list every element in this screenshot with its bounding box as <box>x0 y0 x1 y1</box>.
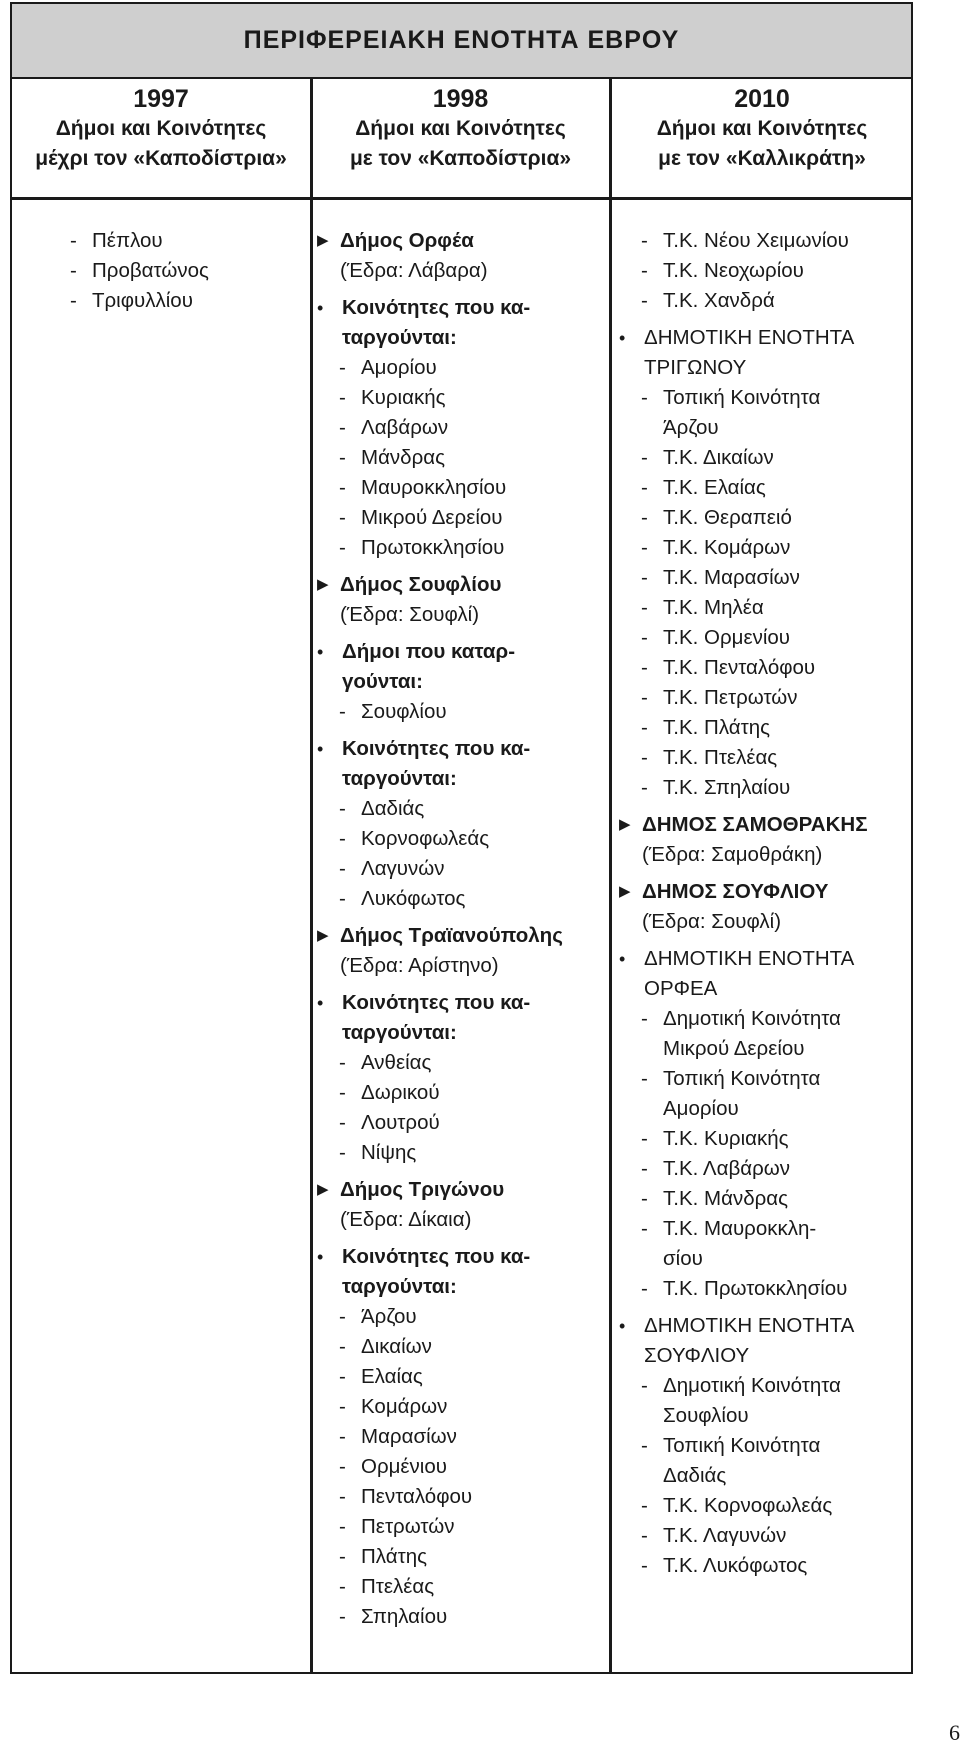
list-item-text: Πτελέας <box>361 1575 435 1598</box>
list-item <box>339 1332 607 1362</box>
dash-marker: - <box>641 1217 648 1240</box>
list-item-text <box>663 1064 820 1124</box>
list-item <box>339 1362 607 1392</box>
dash-marker: - <box>339 1515 346 1538</box>
municipality-block <box>340 1175 504 1235</box>
list-item-text: Τ.Κ. Μηλέα <box>663 596 764 619</box>
municipality-seat: (Έδρα: Σουφλί) <box>340 603 480 626</box>
dash-marker: - <box>641 506 648 529</box>
list-item-text: Τ.Κ. Νεοχωρίου <box>663 259 804 282</box>
community-list <box>619 226 912 316</box>
list-item-text <box>663 1371 841 1431</box>
list-item-text: Τ.Κ. Χανδρά <box>663 289 775 312</box>
dash-marker: - <box>641 626 648 649</box>
list-item <box>641 473 912 503</box>
list-item-text: Τ.Κ. Νέου Χειμωνίου <box>663 229 849 252</box>
list-item <box>339 1602 607 1632</box>
dash-marker: - <box>641 259 648 282</box>
dash-marker: - <box>339 1111 346 1134</box>
list-item <box>339 1078 607 1108</box>
list-item <box>339 1452 607 1482</box>
municipality-entry <box>317 921 607 981</box>
column-divider <box>310 78 313 1672</box>
list-item-text: Κομάρων <box>361 1395 448 1418</box>
text-line: Δημοτική Κοινότητα <box>663 1007 841 1030</box>
municipalities-table <box>10 2 913 1674</box>
text-line: Δημοτική Κοινότητα <box>663 1374 841 1397</box>
list-item-text: Μάνδρας <box>361 446 445 469</box>
list-item <box>70 226 306 256</box>
list-item <box>641 1184 912 1214</box>
list-item-text: Τ.Κ. Λυκόφωτος <box>663 1554 808 1577</box>
bullet-icon: • <box>619 328 626 348</box>
text-line: Τ.Κ. Μαυροκκλη- <box>663 1217 817 1240</box>
list-item-text: Τ.Κ. Ελαίας <box>663 476 766 499</box>
list-item-text: Κορνοφωλεάς <box>361 827 490 850</box>
municipality-name: ΔΗΜΟΣ ΣΟΥΦΛΙΟΥ <box>642 880 829 903</box>
text-line: ταργούνται: <box>342 1021 457 1044</box>
list-item <box>339 1422 607 1452</box>
list-item <box>641 1154 912 1184</box>
text-line: Τοπική Κοινότητα <box>663 1434 821 1457</box>
list-item-text: Πρωτοκκλησίου <box>361 536 505 559</box>
dash-marker: - <box>339 857 346 880</box>
bullet-icon: • <box>619 949 626 969</box>
municipality-seat: (Έδρα: Δίκαια) <box>340 1208 472 1231</box>
list-item-text: Τ.Κ. Πρωτοκκλησίου <box>663 1277 848 1300</box>
municipality-entry <box>619 877 912 937</box>
dash-marker: - <box>339 1575 346 1598</box>
list-item <box>641 593 912 623</box>
list-item-text: Τ.Κ. Μαρασίων <box>663 566 800 589</box>
group-heading-text <box>342 637 515 697</box>
list-item-text <box>663 1431 820 1491</box>
text-line: ΔΗΜΟΤΙΚΗ ΕΝΟΤΗΤΑ <box>644 1314 855 1337</box>
dash-marker: - <box>339 1305 346 1328</box>
list-item <box>70 256 306 286</box>
list-item <box>641 443 912 473</box>
dash-marker: - <box>641 386 648 409</box>
group-heading-text <box>644 944 854 1004</box>
text-line: Τοπική Κοινότητα <box>663 1067 821 1090</box>
dash-marker: - <box>641 596 648 619</box>
dash-marker: - <box>339 1335 346 1358</box>
list-item <box>641 1064 912 1124</box>
municipality-name: Δήμος Σουφλίου <box>340 573 502 596</box>
text-line: ΣΟΥΦΛΙΟΥ <box>644 1344 750 1367</box>
list-item <box>339 1512 607 1542</box>
list-item-text: Τ.Κ. Πλάτης <box>663 716 771 739</box>
list-item-text: Τ.Κ. Θεραπειό <box>663 506 792 529</box>
dash-marker: - <box>339 700 346 723</box>
dash-marker: - <box>339 1455 346 1478</box>
list-item <box>641 1004 912 1064</box>
abolished-list <box>317 1302 607 1632</box>
list-item-text: Τ.Κ. Κομάρων <box>663 536 791 559</box>
header-divider <box>12 197 911 200</box>
municipality-entry <box>317 226 607 286</box>
triangle-bullet-icon: ▶ <box>619 816 631 833</box>
list-item-text: Τ.Κ. Μάνδρας <box>663 1187 789 1210</box>
list-item <box>641 286 912 316</box>
dash-marker: - <box>641 1554 648 1577</box>
list-item <box>641 1491 912 1521</box>
dash-marker: - <box>339 1605 346 1628</box>
abolished-list <box>317 353 607 563</box>
dash-marker: - <box>641 476 648 499</box>
triangle-bullet-icon: ▶ <box>317 1181 329 1198</box>
list-item <box>339 1048 607 1078</box>
dash-marker: - <box>339 536 346 559</box>
list-item <box>641 1371 912 1431</box>
column-header-1997: 1997 Δήμοι και Κοινότητες μέχρι τον «Καποδίστρια» <box>35 85 287 170</box>
list-item <box>641 743 912 773</box>
list-item-text: Λυκόφωτος <box>361 887 466 910</box>
list-item <box>641 503 912 533</box>
list-item <box>339 503 607 533</box>
text-line: Κοινότητες που κα- <box>342 991 531 1014</box>
list-item <box>641 533 912 563</box>
table-title: ΠΕΡΙΦΕΡΕΙΑΚΗ ΕΝΟΤΗΤΑ ΕΒΡΟΥ <box>12 4 911 79</box>
dash-marker: - <box>339 1365 346 1388</box>
dash-marker: - <box>339 1051 346 1074</box>
dash-marker: - <box>339 1545 346 1568</box>
bullet-icon: • <box>317 1247 324 1267</box>
group-heading <box>317 1242 607 1302</box>
dash-marker: - <box>641 746 648 769</box>
dash-marker: - <box>641 776 648 799</box>
column-header-1998: 1998 Δήμοι και Κοινότητες με τον «Καποδίστρια» <box>349 85 572 170</box>
group-heading <box>317 293 607 353</box>
list-item-text <box>663 1214 816 1274</box>
list-item-text: Μαρασίων <box>361 1425 457 1448</box>
list-item-text: Μικρού Δερείου <box>361 506 503 529</box>
list-item <box>339 1542 607 1572</box>
column-header-2010: 2010 Δήμοι και Κοινότητες με τον «Καλλικράτη» <box>656 85 868 170</box>
dash-marker: - <box>641 1434 648 1457</box>
list-item-text: Τ.Κ. Λαγυνών <box>663 1524 787 1547</box>
municipality-entry <box>317 1175 607 1235</box>
list-item-text: Δαδιάς <box>361 797 425 820</box>
dash-marker: - <box>641 536 648 559</box>
list-item-text: Τριφυλλίου <box>92 289 193 312</box>
list-item <box>641 1551 912 1581</box>
dash-marker: - <box>339 1081 346 1104</box>
dash-marker: - <box>641 1067 648 1090</box>
list-item <box>339 1302 607 1332</box>
dash-marker: - <box>339 506 346 529</box>
list-item <box>641 623 912 653</box>
list-item <box>641 1431 912 1491</box>
text-line: Κοινότητες που κα- <box>342 296 531 319</box>
list-item <box>339 1108 607 1138</box>
column-1998-list <box>317 226 607 1632</box>
text-line: ΟΡΦΕΑ <box>644 977 718 1000</box>
list-item-text: Τ.Κ. Λαβάρων <box>663 1157 791 1180</box>
abolished-list <box>317 697 607 727</box>
community-list <box>619 1371 912 1581</box>
list-item <box>641 1521 912 1551</box>
group-heading-text <box>342 734 530 794</box>
list-item-text: Ελαίας <box>361 1365 423 1388</box>
group-heading <box>317 637 607 697</box>
group-heading-text <box>644 323 854 383</box>
list-item-text: Πέπλου <box>92 229 163 252</box>
text-line: Μικρού Δερείου <box>663 1037 805 1060</box>
bullet-icon: • <box>317 993 324 1013</box>
list-item <box>641 713 912 743</box>
text-line: ταργούνται: <box>342 326 457 349</box>
list-item-text: Τ.Κ. Πετρωτών <box>663 686 798 709</box>
list-item-text: Τ.Κ. Κορνοφωλεάς <box>663 1494 833 1517</box>
triangle-bullet-icon: ▶ <box>317 576 329 593</box>
list-item-text: Τ.Κ. Πτελέας <box>663 746 778 769</box>
dash-marker: - <box>641 656 648 679</box>
list-item <box>641 383 912 443</box>
bullet-icon: • <box>317 298 324 318</box>
dash-marker: - <box>641 716 648 739</box>
municipality-block <box>642 810 868 870</box>
list-item-text: Σπηλαίου <box>361 1605 448 1628</box>
text-line: γούνται: <box>342 670 423 693</box>
dash-marker: - <box>339 416 346 439</box>
municipality-block <box>340 570 501 630</box>
text-line: Άρζου <box>663 416 719 439</box>
group-heading-text <box>342 293 530 353</box>
list-item <box>339 533 607 563</box>
list-item <box>641 1274 912 1304</box>
dash-marker: - <box>339 386 346 409</box>
dash-marker: - <box>70 259 77 282</box>
text-line: Τοπική Κοινότητα <box>663 386 821 409</box>
list-item <box>339 697 607 727</box>
column-1997-list <box>70 226 306 316</box>
text-line: Κοινότητες που κα- <box>342 1245 531 1268</box>
list-item-text: Λαγυνών <box>361 857 445 880</box>
list-item-text: Πλάτης <box>361 1545 427 1568</box>
list-item-text: Πετρωτών <box>361 1515 455 1538</box>
municipality-name: ΔΗΜΟΣ ΣΑΜΟΘΡΑΚΗΣ <box>642 813 868 836</box>
group-heading <box>619 323 912 383</box>
list-item-text: Μαυροκκλησίου <box>361 476 507 499</box>
municipality-seat: (Έδρα: Σουφλί) <box>642 910 782 933</box>
dash-marker: - <box>339 1425 346 1448</box>
municipality-entry <box>619 810 912 870</box>
dash-marker: - <box>641 1524 648 1547</box>
group-heading-text <box>342 1242 530 1302</box>
list-item-text: Ανθείας <box>361 1051 432 1074</box>
triangle-bullet-icon: ▶ <box>317 927 329 944</box>
group-heading <box>317 988 607 1048</box>
triangle-bullet-icon: ▶ <box>317 232 329 249</box>
group-heading-text <box>644 1311 854 1371</box>
dash-marker: - <box>641 1007 648 1030</box>
list-item-text: Πενταλόφου <box>361 1485 473 1508</box>
text-line: Δήμοι που καταρ- <box>342 640 516 663</box>
list-item <box>641 683 912 713</box>
municipality-block <box>340 226 488 286</box>
page-number: 6 <box>949 1720 960 1745</box>
group-heading-text <box>342 988 530 1048</box>
list-item <box>339 383 607 413</box>
list-item-text: Κυριακής <box>361 386 446 409</box>
list-item <box>339 1482 607 1512</box>
list-item-text: Σουφλίου <box>361 700 447 723</box>
list-item-text: Τ.Κ. Δικαίων <box>663 446 774 469</box>
community-list <box>619 383 912 803</box>
dash-marker: - <box>641 1187 648 1210</box>
municipality-block <box>642 877 828 937</box>
dash-marker: - <box>339 1485 346 1508</box>
bullet-icon: • <box>619 1316 626 1336</box>
dash-marker: - <box>70 289 77 312</box>
text-line: Κοινότητες που κα- <box>342 737 531 760</box>
list-item-text: Προβατώνος <box>92 259 209 282</box>
municipality-name: Δήμος Τραϊανούπολης <box>340 924 563 947</box>
list-item <box>641 226 912 256</box>
text-line: ταργούνται: <box>342 767 457 790</box>
triangle-bullet-icon: ▶ <box>619 883 631 900</box>
list-item-text: Λαβάρων <box>361 416 449 439</box>
text-line: ταργούνται: <box>342 1275 457 1298</box>
text-line: ΔΗΜΟΤΙΚΗ ΕΝΟΤΗΤΑ <box>644 947 855 970</box>
list-item <box>339 413 607 443</box>
dash-marker: - <box>641 1127 648 1150</box>
list-item <box>339 854 607 884</box>
dash-marker: - <box>339 446 346 469</box>
list-item-text: Τ.Κ. Σπηλαίου <box>663 776 791 799</box>
dash-marker: - <box>641 446 648 469</box>
list-item <box>641 653 912 683</box>
list-item-text: Άρζου <box>361 1305 417 1328</box>
dash-marker: - <box>641 229 648 252</box>
list-item <box>339 1138 607 1168</box>
dash-marker: - <box>339 887 346 910</box>
list-item <box>641 1214 912 1274</box>
list-item <box>339 884 607 914</box>
list-item <box>641 1124 912 1154</box>
municipality-seat: (Έδρα: Σαμοθράκη) <box>642 843 823 866</box>
list-item-text <box>663 383 820 443</box>
abolished-list <box>317 794 607 914</box>
dash-marker: - <box>641 289 648 312</box>
column-divider <box>609 78 612 1672</box>
bullet-icon: • <box>317 642 324 662</box>
text-line: Σουφλίου <box>663 1404 749 1427</box>
list-item-text: Ορμένιου <box>361 1455 447 1478</box>
list-item <box>339 353 607 383</box>
municipality-seat: (Έδρα: Αρίστηνο) <box>340 954 499 977</box>
municipality-name: Δήμος Ορφέα <box>340 229 474 252</box>
list-item <box>641 773 912 803</box>
list-item <box>641 563 912 593</box>
list-item-text <box>663 1004 841 1064</box>
list-item <box>70 286 306 316</box>
group-heading <box>619 944 912 1004</box>
bullet-icon: • <box>317 739 324 759</box>
dash-marker: - <box>641 1157 648 1180</box>
text-line: ΔΗΜΟΤΙΚΗ ΕΝΟΤΗΤΑ <box>644 326 855 349</box>
list-item-text: Λουτρού <box>361 1111 440 1134</box>
dash-marker: - <box>339 476 346 499</box>
text-line: σίου <box>663 1247 703 1270</box>
group-heading <box>619 1311 912 1371</box>
list-item <box>641 256 912 286</box>
community-list <box>619 1004 912 1304</box>
list-item <box>339 473 607 503</box>
dash-marker: - <box>641 1374 648 1397</box>
municipality-seat: (Έδρα: Λάβαρα) <box>340 259 488 282</box>
dash-marker: - <box>641 1494 648 1517</box>
list-item <box>339 794 607 824</box>
list-item-text: Αμορίου <box>361 356 437 379</box>
column-2010-list <box>619 226 912 1581</box>
text-line: ΤΡΙΓΩΝΟΥ <box>644 356 747 379</box>
abolished-list <box>317 1048 607 1168</box>
municipality-entry <box>317 570 607 630</box>
dash-marker: - <box>641 1277 648 1300</box>
list-item-text: Δωρικού <box>361 1081 440 1104</box>
dash-marker: - <box>641 566 648 589</box>
list-item-text: Τ.Κ. Ορμενίου <box>663 626 791 649</box>
list-item-text: Τ.Κ. Κυριακής <box>663 1127 789 1150</box>
dash-marker: - <box>339 797 346 820</box>
list-item <box>339 1572 607 1602</box>
group-heading <box>317 734 607 794</box>
list-item-text: Νίψης <box>361 1141 417 1164</box>
dash-marker: - <box>339 827 346 850</box>
dash-marker: - <box>70 229 77 252</box>
list-item-text: Τ.Κ. Πενταλόφου <box>663 656 816 679</box>
dash-marker: - <box>339 1141 346 1164</box>
list-item <box>339 1392 607 1422</box>
dash-marker: - <box>339 356 346 379</box>
list-item <box>339 824 607 854</box>
municipality-block <box>340 921 563 981</box>
list-item-text: Δικαίων <box>361 1335 432 1358</box>
dash-marker: - <box>641 686 648 709</box>
list-item <box>339 443 607 473</box>
municipality-name: Δήμος Τριγώνου <box>340 1178 505 1201</box>
dash-marker: - <box>339 1395 346 1418</box>
text-line: Αμορίου <box>663 1097 739 1120</box>
text-line: Δαδιάς <box>663 1464 727 1487</box>
